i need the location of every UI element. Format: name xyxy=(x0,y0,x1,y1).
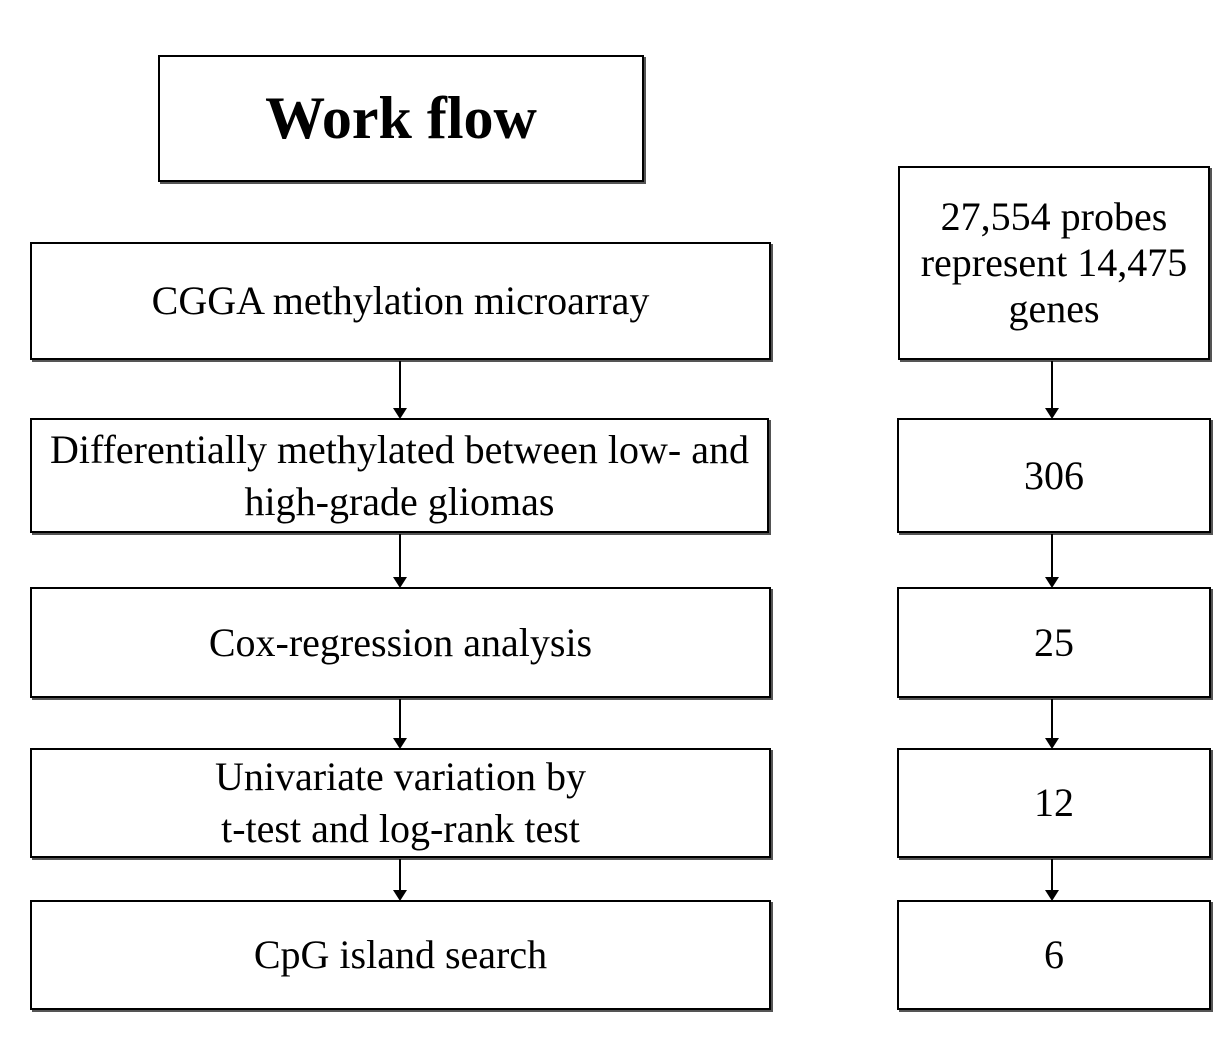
count-label: 306 xyxy=(1024,452,1084,498)
step-box-cpg-island-search xyxy=(30,900,771,1010)
count-box-6 xyxy=(897,900,1211,1010)
arrow-down xyxy=(1051,361,1053,417)
step-label: CGGA methylation microarray xyxy=(151,278,650,323)
workflow-title: Work flow xyxy=(265,85,537,151)
step-box-differential-methylation xyxy=(30,418,769,533)
count-box-306 xyxy=(897,418,1211,533)
step-label: Differentially methylated between low- and high-grade gliomas xyxy=(49,426,749,524)
step-label: Univariate variation by t-test and log-rank test xyxy=(215,754,586,851)
count-label: 27,554 probes represent 14,475 genes xyxy=(920,194,1188,331)
count-box-25 xyxy=(897,587,1211,698)
count-label: 12 xyxy=(1034,780,1074,825)
arrow-down xyxy=(399,699,401,747)
count-label: 25 xyxy=(1034,619,1074,665)
step-label: CpG island search xyxy=(253,932,548,977)
step-box-cox-regression xyxy=(30,587,771,698)
step-box-microarray xyxy=(30,242,771,360)
arrow-down xyxy=(399,361,401,417)
count-box-12 xyxy=(897,748,1211,858)
count-box-probes xyxy=(898,166,1210,360)
arrow-down xyxy=(399,859,401,899)
arrow-down xyxy=(1051,534,1053,586)
arrow-down xyxy=(399,534,401,586)
step-label: Cox-regression analysis xyxy=(208,619,593,665)
arrow-down xyxy=(1051,859,1053,899)
step-box-univariate-variation xyxy=(30,748,771,858)
arrow-down xyxy=(1051,699,1053,747)
workflow-title-box xyxy=(158,55,644,182)
count-label: 6 xyxy=(1044,932,1064,977)
